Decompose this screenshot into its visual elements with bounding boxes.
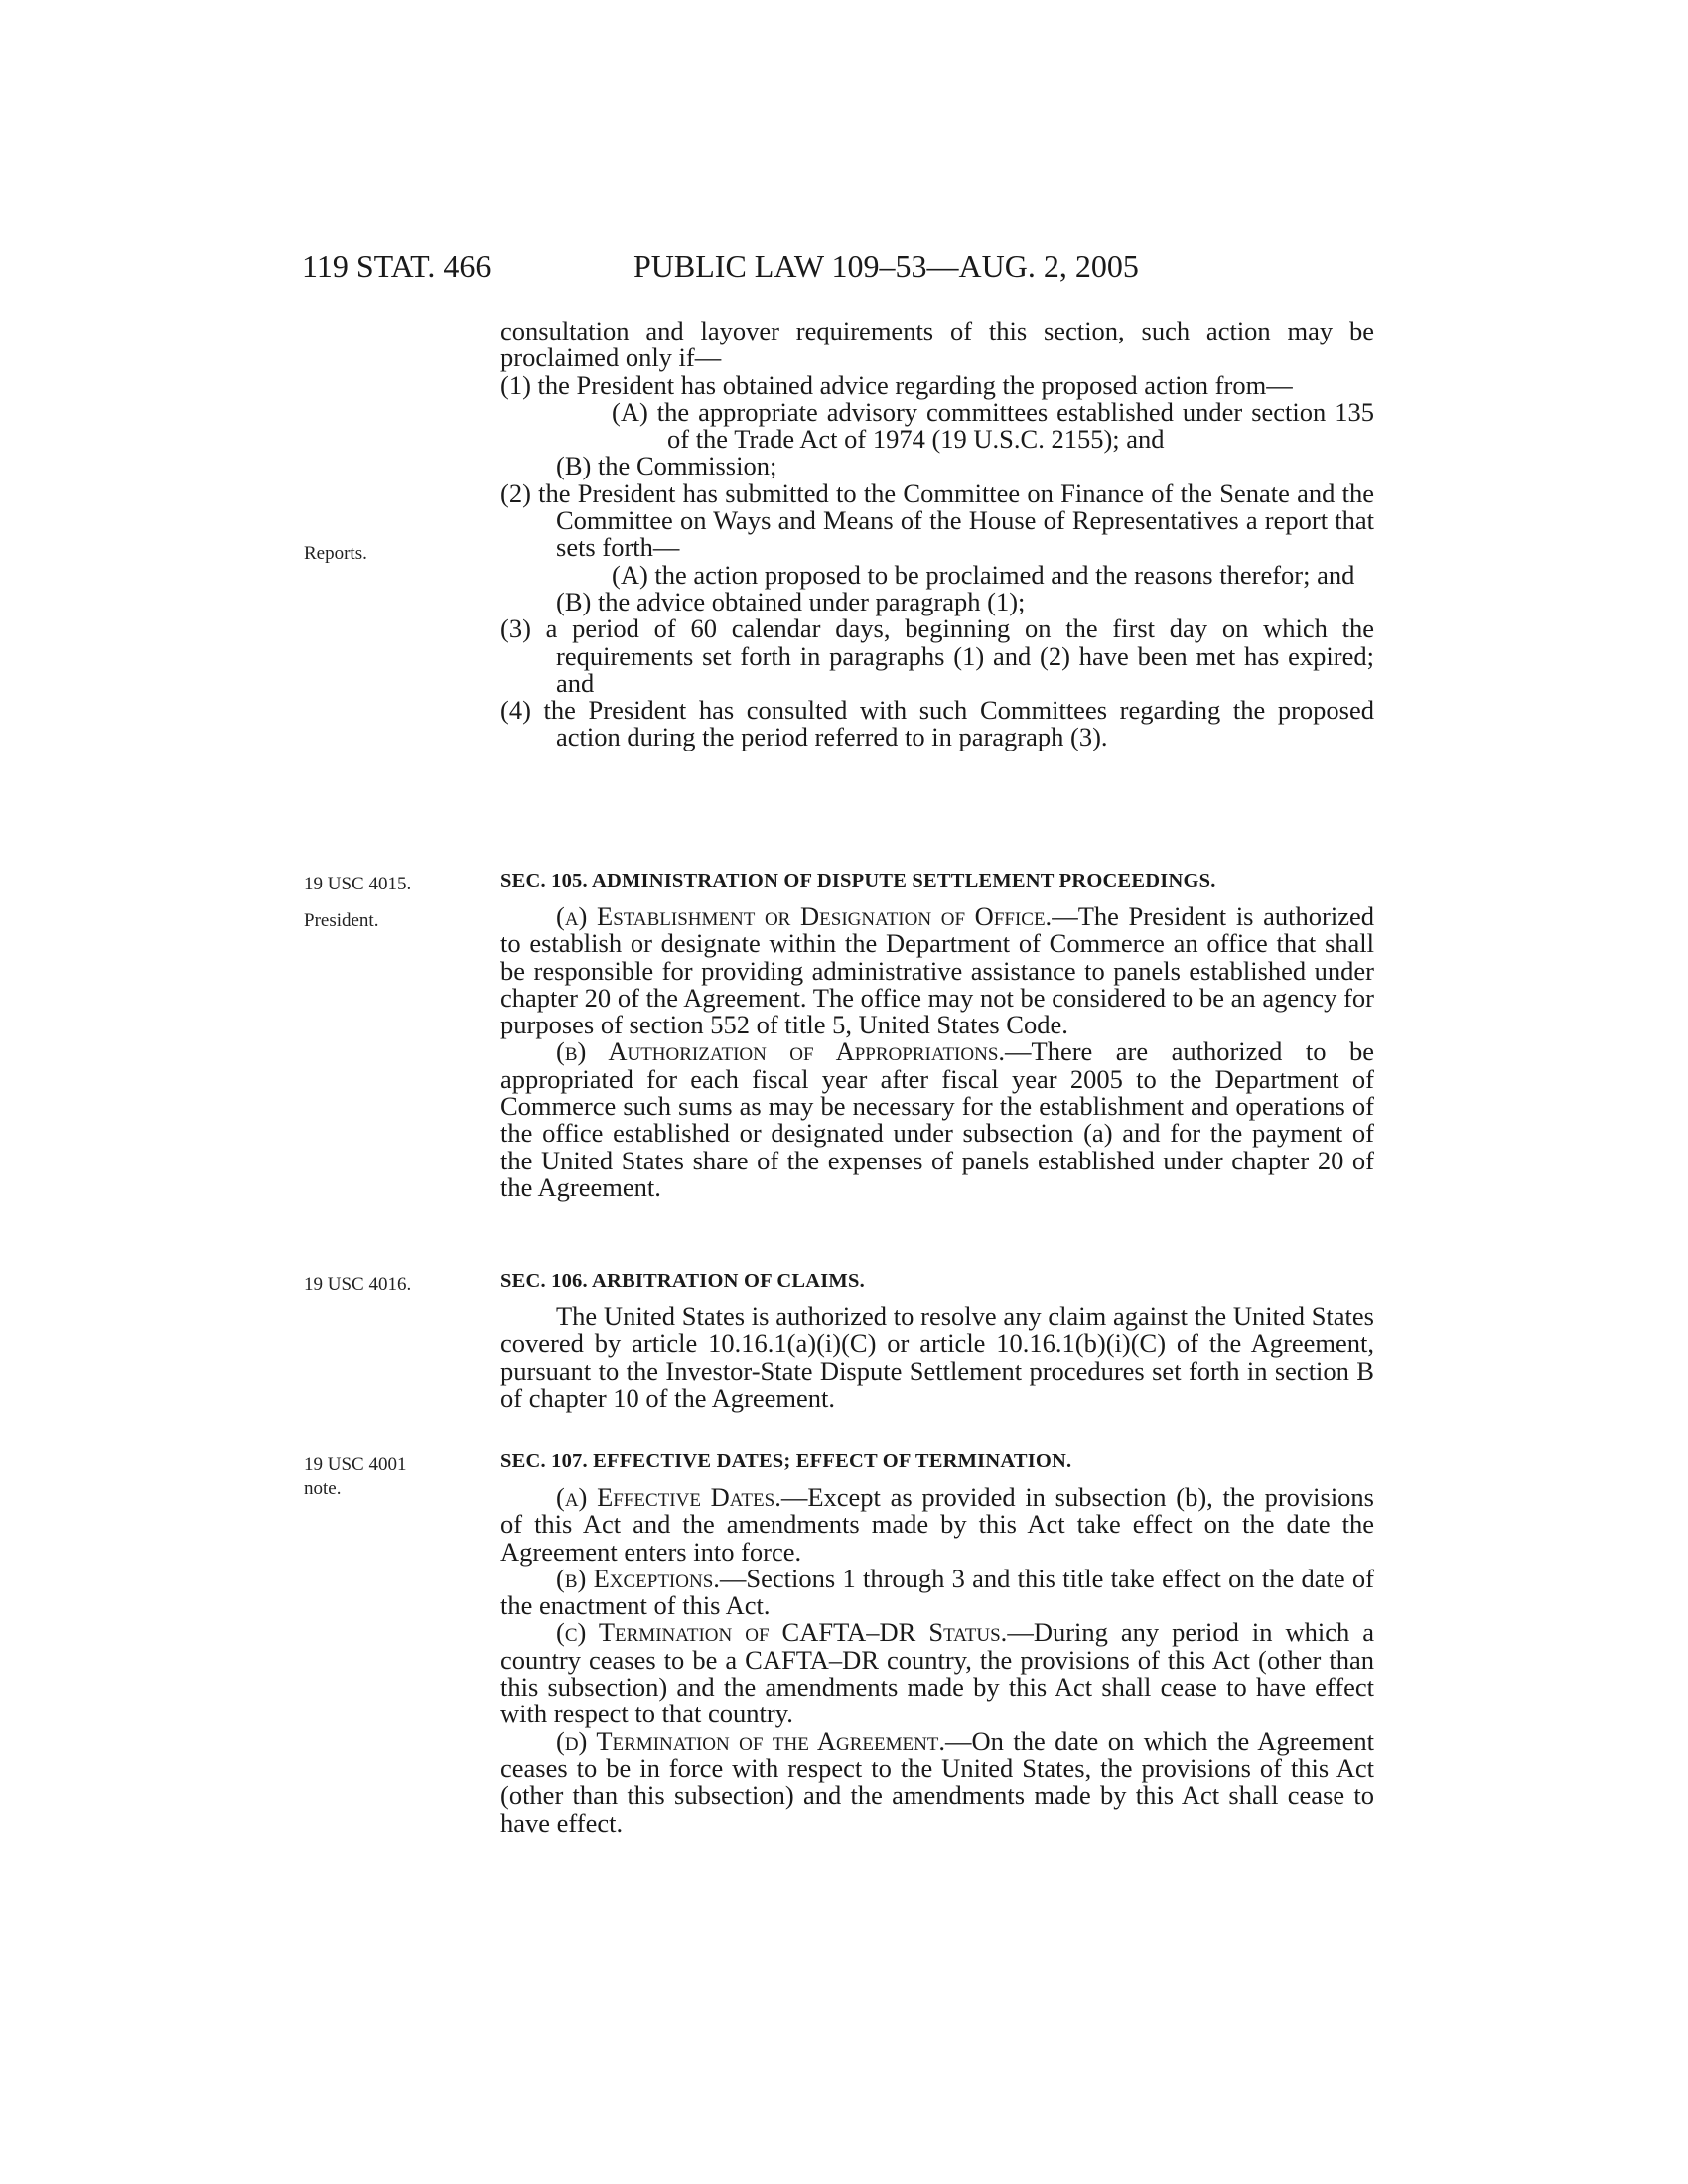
sec106-heading: SEC. 106. ARBITRATION OF CLAIMS. xyxy=(500,1270,865,1292)
sec106-text: The United States is authorized to resolve any claim against the United States covered by article 10.16.1(a)(i)(C) or article 10.16.1(b)(i)(C) of the Agreement, pursuant to the Investor-State Dispute Settlement procedures set forth in section B of chapter 10 of the Agreement. xyxy=(500,1301,1374,1413)
page-running-head: PUBLIC LAW 109–53—AUG. 2, 2005 xyxy=(633,248,1139,284)
sec107-heading: SEC. 107. EFFECTIVE DATES; EFFECT OF TERMINATION. xyxy=(500,1450,1072,1472)
sec105-b-text: —There are authorized to be appropriated for each fiscal year after fiscal year 2005 to the Department of Commerce such sums as may be necessary for the establishment and operations of the office established or designated under subsection (a) and for the payment of the United States share of the expenses of panels established under chapter 20 of the Agreement. xyxy=(500,1036,1374,1202)
item-2-A: (A) the action proposed to be proclaimed and the reasons therefor; and xyxy=(612,559,1355,590)
item-1: (1) the President has obtained advice regarding the proposed action from— xyxy=(500,369,1293,400)
sec105-heading: SEC. 105. ADMINISTRATION OF DISPUTE SETTLEMENT PROCEEDINGS. xyxy=(500,870,1216,891)
sec107-c-text: —During any period in which a country ceases to be a CAFTA–DR country, the provisions of this Act (other than this subsection) and the amendments made by this Act shall cease to have effect with respect to that country. xyxy=(500,1617,1374,1729)
sec105-subsection-b xyxy=(500,1038,1374,1201)
sec107-b-text: —Sections 1 through 3 and this title take effect on the date of the enactment of this Act. xyxy=(500,1563,1374,1621)
sec106-body xyxy=(500,1303,1374,1412)
sec107-c-label: (c) Termination of CAFTA–DR Status. xyxy=(556,1617,1008,1648)
page-stat-number: 119 STAT. 466 xyxy=(302,248,492,284)
item-1-B: (B) the Commission; xyxy=(556,451,777,481)
sec107-d-text: —On the date on which the Agreement ceases to be in force with respect to the United States, the provisions of this Act (other than this subsection) and the amendments made by this Act shall cease to have effect. xyxy=(500,1725,1374,1838)
item-4: (4) the President has consulted with such Committees regarding the proposed action during the period referred to in paragraph (3). xyxy=(500,695,1374,752)
margin-note-reports: Reports. xyxy=(304,543,367,564)
margin-note-sec107-usc-line2: note. xyxy=(304,1478,342,1499)
sec107-subsection-c xyxy=(500,1619,1374,1727)
sec107-body xyxy=(500,1484,1374,1837)
margin-note-sec105-usc: 19 USC 4015. xyxy=(304,874,412,894)
sec105-a-label: (a) Establishment or Designation of Office. xyxy=(556,901,1053,931)
sec107-a-text: —Except as provided in subsection (b), the provisions of this Act and the amendments made by this Act take effect on the date the Agreement enters into force. xyxy=(500,1482,1374,1567)
margin-note-president: President. xyxy=(304,910,379,931)
item-2-subitems xyxy=(500,559,1374,616)
sec107-b-label: (b) Exceptions. xyxy=(556,1563,720,1593)
sec107-d-label: (d) Termination of the Agreement. xyxy=(556,1725,946,1756)
sec107-subsection-a xyxy=(500,1484,1374,1566)
item-1-A: (A) the appropriate advisory committees established under section 135 of the Trade Act of 1974 (19 U.S.C. 2155); and xyxy=(612,396,1374,455)
item-3: (3) a period of 60 calendar days, beginning on the first day on which the requirements set forth in paragraphs (1) and (2) have been met has expired; and xyxy=(500,614,1374,698)
sec107-subsection-b xyxy=(500,1563,1374,1621)
sec107-a-label: (a) Effective Dates. xyxy=(556,1482,781,1512)
sec105-a-text: —The President is authorized to establish or designate within the Department of Commerce an office that shall be responsible for providing administrative assistance to panels established under chapter 20 of the Agreement. The office may not be considered to be an agency for purposes of section 552 of title 5, United States Code. xyxy=(500,901,1374,1040)
margin-note-sec106-usc: 19 USC 4016. xyxy=(304,1274,412,1295)
margin-note-sec107-usc xyxy=(304,1453,406,1501)
sec105-b-label: (b) Authorization of Appropriations. xyxy=(556,1036,1006,1067)
item-1-subitems xyxy=(500,396,1374,481)
sec107-subsection-d xyxy=(500,1725,1374,1838)
intro-block xyxy=(500,318,1374,751)
margin-note-sec107-usc-line1: 19 USC 4001 xyxy=(304,1454,407,1475)
item-2: (2) the President has submitted to the Committee on Finance of the Senate and the Committee on Ways and Means of the House of Representatives a report that sets forth— xyxy=(500,478,1374,563)
sec105-body xyxy=(500,903,1374,1201)
intro-paragraph: consultation and layover requirements of this section, such action may be proclaimed only if— xyxy=(500,316,1374,373)
sec105-subsection-a xyxy=(500,903,1374,1038)
item-2-B: (B) the advice obtained under paragraph (1); xyxy=(556,586,1026,616)
